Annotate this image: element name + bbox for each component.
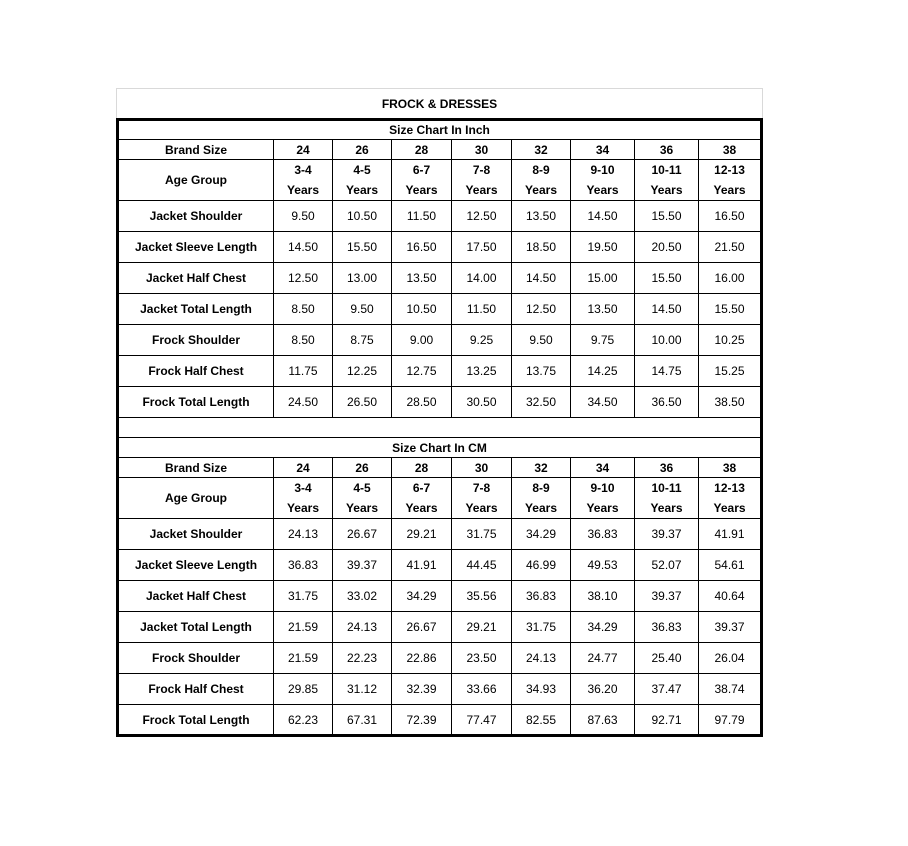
measurement-value: 28.50 — [392, 387, 452, 418]
table-row — [118, 674, 762, 705]
measurement-value: 54.61 — [699, 550, 762, 581]
age-unit: Years — [405, 501, 438, 515]
measurement-value: 31.12 — [333, 674, 392, 705]
age-group-cell — [392, 478, 452, 519]
measurement-label: Frock Total Length — [118, 705, 274, 736]
measurement-label: Frock Total Length — [118, 387, 274, 418]
measurement-value: 14.50 — [571, 201, 635, 232]
measurement-value: 26.67 — [392, 612, 452, 643]
measurement-value: 32.50 — [512, 387, 571, 418]
measurement-value: 9.75 — [571, 325, 635, 356]
table-row — [118, 612, 762, 643]
measurement-value: 13.50 — [392, 263, 452, 294]
measurement-value: 12.75 — [392, 356, 452, 387]
measurement-value: 36.20 — [571, 674, 635, 705]
table-row — [118, 325, 762, 356]
measurement-value: 38.50 — [699, 387, 762, 418]
measurement-value: 33.02 — [333, 581, 392, 612]
brand-size-cell: 24 — [274, 458, 333, 478]
age-range: 9-10 — [590, 481, 615, 495]
measurement-value: 39.37 — [635, 581, 699, 612]
age-unit: Years — [345, 501, 379, 515]
age-group-row — [118, 478, 762, 519]
measurement-value: 34.29 — [571, 612, 635, 643]
measurement-value: 15.50 — [699, 294, 762, 325]
age-group-label: Age Group — [118, 160, 274, 201]
age-range: 10-11 — [651, 481, 682, 495]
measurement-value: 13.50 — [512, 201, 571, 232]
brand-size-cell: 38 — [699, 140, 762, 160]
measurement-value: 34.93 — [512, 674, 571, 705]
age-unit: Years — [650, 183, 683, 197]
age-group-cell — [392, 160, 452, 201]
measurement-value: 12.50 — [274, 263, 333, 294]
age-unit: Years — [465, 501, 498, 515]
measurement-value: 10.00 — [635, 325, 699, 356]
measurement-value: 36.83 — [512, 581, 571, 612]
age-range: 12-13 — [714, 163, 745, 177]
age-unit: Years — [345, 183, 379, 197]
measurement-value: 32.39 — [392, 674, 452, 705]
sheet-title: FROCK & DRESSES — [116, 88, 763, 118]
measurement-value: 12.50 — [452, 201, 512, 232]
measurement-value: 23.50 — [452, 643, 512, 674]
age-group-cell — [699, 478, 762, 519]
age-group-cell — [452, 160, 512, 201]
measurement-value: 14.50 — [512, 263, 571, 294]
measurement-value: 49.53 — [571, 550, 635, 581]
measurement-value: 39.37 — [699, 612, 762, 643]
measurement-value: 29.21 — [392, 519, 452, 550]
brand-size-cell: 36 — [635, 458, 699, 478]
section-heading-row — [118, 120, 762, 140]
brand-size-row — [118, 458, 762, 478]
brand-size-cell: 34 — [571, 140, 635, 160]
measurement-value: 41.91 — [699, 519, 762, 550]
age-range: 6-7 — [412, 163, 431, 177]
table-row — [118, 232, 762, 263]
measurement-value: 33.66 — [452, 674, 512, 705]
measurement-value: 14.50 — [635, 294, 699, 325]
measurement-value: 9.50 — [512, 325, 571, 356]
measurement-value: 11.75 — [274, 356, 333, 387]
age-range: 10-11 — [651, 163, 682, 177]
age-group-cell — [512, 478, 571, 519]
measurement-value: 97.79 — [699, 705, 762, 736]
measurement-value: 14.50 — [274, 232, 333, 263]
age-range: 4-5 — [353, 481, 371, 495]
measurement-value: 14.00 — [452, 263, 512, 294]
measurement-value: 8.50 — [274, 325, 333, 356]
measurement-value: 38.10 — [571, 581, 635, 612]
section-heading-row — [118, 438, 762, 458]
size-chart-sheet — [116, 88, 763, 737]
age-unit: Years — [713, 183, 746, 197]
measurement-value: 30.50 — [452, 387, 512, 418]
measurement-value: 15.50 — [635, 201, 699, 232]
age-range: 8-9 — [532, 481, 550, 495]
measurement-label: Jacket Shoulder — [118, 201, 274, 232]
measurement-value: 41.91 — [392, 550, 452, 581]
measurement-label: Jacket Total Length — [118, 294, 274, 325]
measurement-value: 16.00 — [699, 263, 762, 294]
measurement-value: 24.13 — [333, 612, 392, 643]
brand-size-cell: 26 — [333, 140, 392, 160]
measurement-value: 21.59 — [274, 643, 333, 674]
age-unit: Years — [586, 501, 619, 515]
brand-size-cell: 28 — [392, 140, 452, 160]
measurement-value: 11.50 — [452, 294, 512, 325]
measurement-value: 22.86 — [392, 643, 452, 674]
measurement-value: 82.55 — [512, 705, 571, 736]
measurement-label: Jacket Half Chest — [118, 581, 274, 612]
age-group-cell — [571, 160, 635, 201]
measurement-value: 10.25 — [699, 325, 762, 356]
measurement-value: 10.50 — [392, 294, 452, 325]
measurement-value: 16.50 — [699, 201, 762, 232]
measurement-value: 62.23 — [274, 705, 333, 736]
measurement-value: 14.25 — [571, 356, 635, 387]
measurement-value: 10.50 — [333, 201, 392, 232]
age-group-cell — [452, 478, 512, 519]
table-row — [118, 581, 762, 612]
measurement-value: 13.50 — [571, 294, 635, 325]
measurement-value: 52.07 — [635, 550, 699, 581]
brand-size-cell: 32 — [512, 140, 571, 160]
size-chart-table — [116, 118, 763, 737]
age-unit: Years — [650, 501, 683, 515]
measurement-value: 34.29 — [392, 581, 452, 612]
brand-size-cell: 30 — [452, 458, 512, 478]
measurement-value: 8.75 — [333, 325, 392, 356]
brand-size-label: Brand Size — [118, 140, 274, 160]
measurement-value: 46.99 — [512, 550, 571, 581]
measurement-value: 31.75 — [512, 612, 571, 643]
measurement-value: 34.50 — [571, 387, 635, 418]
measurement-value: 8.50 — [274, 294, 333, 325]
brand-size-cell: 32 — [512, 458, 571, 478]
measurement-value: 31.75 — [274, 581, 333, 612]
age-range: 4-5 — [353, 163, 371, 177]
age-group-cell — [333, 160, 392, 201]
measurement-value: 13.25 — [452, 356, 512, 387]
age-group-cell — [635, 478, 699, 519]
measurement-value: 13.00 — [333, 263, 392, 294]
measurement-value: 17.50 — [452, 232, 512, 263]
measurement-value: 39.37 — [635, 519, 699, 550]
measurement-value: 9.00 — [392, 325, 452, 356]
age-group-cell — [571, 478, 635, 519]
measurement-value: 72.39 — [392, 705, 452, 736]
measurement-value: 29.21 — [452, 612, 512, 643]
measurement-value: 67.31 — [333, 705, 392, 736]
measurement-value: 15.00 — [571, 263, 635, 294]
table-row — [118, 550, 762, 581]
measurement-value: 87.63 — [571, 705, 635, 736]
measurement-value: 34.29 — [512, 519, 571, 550]
age-group-row — [118, 160, 762, 201]
measurement-value: 77.47 — [452, 705, 512, 736]
age-group-label: Age Group — [118, 478, 274, 519]
measurement-value: 15.50 — [333, 232, 392, 263]
measurement-value: 12.25 — [333, 356, 392, 387]
measurement-value: 15.50 — [635, 263, 699, 294]
age-range: 7-8 — [472, 163, 491, 177]
brand-size-cell: 30 — [452, 140, 512, 160]
measurement-value: 44.45 — [452, 550, 512, 581]
brand-size-cell: 28 — [392, 458, 452, 478]
measurement-value: 40.64 — [699, 581, 762, 612]
age-range: 12-13 — [714, 481, 745, 495]
measurement-label: Jacket Half Chest — [118, 263, 274, 294]
measurement-value: 92.71 — [635, 705, 699, 736]
table-row — [118, 387, 762, 418]
measurement-value: 22.23 — [333, 643, 392, 674]
age-unit: Years — [465, 183, 498, 197]
brand-size-cell: 24 — [274, 140, 333, 160]
age-unit: Years — [713, 501, 746, 515]
brand-size-cell: 38 — [699, 458, 762, 478]
table-row — [118, 356, 762, 387]
age-range: 3-4 — [294, 163, 312, 177]
age-unit: Years — [524, 501, 558, 515]
age-group-cell — [274, 160, 333, 201]
measurement-value: 15.25 — [699, 356, 762, 387]
measurement-value: 26.67 — [333, 519, 392, 550]
measurement-value: 18.50 — [512, 232, 571, 263]
measurement-value: 35.56 — [452, 581, 512, 612]
section-heading: Size Chart In CM — [118, 438, 762, 458]
measurement-value: 25.40 — [635, 643, 699, 674]
table-row — [118, 643, 762, 674]
measurement-value: 37.47 — [635, 674, 699, 705]
measurement-value: 21.50 — [699, 232, 762, 263]
age-group-cell — [699, 160, 762, 201]
measurement-value: 24.13 — [512, 643, 571, 674]
measurement-value: 29.85 — [274, 674, 333, 705]
measurement-label: Frock Half Chest — [118, 674, 274, 705]
measurement-label: Frock Shoulder — [118, 643, 274, 674]
age-unit: Years — [286, 501, 320, 515]
measurement-value: 26.50 — [333, 387, 392, 418]
measurement-value: 20.50 — [635, 232, 699, 263]
measurement-value: 24.50 — [274, 387, 333, 418]
measurement-label: Jacket Total Length — [118, 612, 274, 643]
age-range: 8-9 — [532, 163, 550, 177]
measurement-value: 36.50 — [635, 387, 699, 418]
age-group-cell — [274, 478, 333, 519]
measurement-label: Frock Half Chest — [118, 356, 274, 387]
brand-size-cell: 26 — [333, 458, 392, 478]
age-unit: Years — [524, 183, 558, 197]
table-row — [118, 201, 762, 232]
measurement-value: 19.50 — [571, 232, 635, 263]
measurement-value: 36.83 — [571, 519, 635, 550]
measurement-value: 21.59 — [274, 612, 333, 643]
table-row — [118, 519, 762, 550]
table-row — [118, 263, 762, 294]
measurement-label: Frock Shoulder — [118, 325, 274, 356]
measurement-value: 13.75 — [512, 356, 571, 387]
spacer-cell — [118, 418, 762, 438]
measurement-value: 36.83 — [635, 612, 699, 643]
age-unit: Years — [286, 183, 320, 197]
brand-size-label: Brand Size — [118, 458, 274, 478]
measurement-value: 14.75 — [635, 356, 699, 387]
measurement-value: 9.50 — [333, 294, 392, 325]
age-range: 7-8 — [472, 481, 491, 495]
measurement-value: 12.50 — [512, 294, 571, 325]
age-range: 6-7 — [412, 481, 431, 495]
measurement-label: Jacket Shoulder — [118, 519, 274, 550]
measurement-value: 24.77 — [571, 643, 635, 674]
age-unit: Years — [405, 183, 438, 197]
measurement-value: 39.37 — [333, 550, 392, 581]
measurement-value: 26.04 — [699, 643, 762, 674]
measurement-value: 24.13 — [274, 519, 333, 550]
table-row — [118, 705, 762, 736]
measurement-value: 38.74 — [699, 674, 762, 705]
measurement-value: 11.50 — [392, 201, 452, 232]
measurement-value: 9.25 — [452, 325, 512, 356]
measurement-label: Jacket Sleeve Length — [118, 550, 274, 581]
brand-size-row — [118, 140, 762, 160]
age-unit: Years — [586, 183, 619, 197]
measurement-value: 36.83 — [274, 550, 333, 581]
section-heading: Size Chart In Inch — [118, 120, 762, 140]
age-group-cell — [512, 160, 571, 201]
measurement-value: 16.50 — [392, 232, 452, 263]
age-range: 3-4 — [294, 481, 312, 495]
age-group-cell — [635, 160, 699, 201]
measurement-label: Jacket Sleeve Length — [118, 232, 274, 263]
table-row — [118, 294, 762, 325]
age-range: 9-10 — [590, 163, 615, 177]
measurement-value: 9.50 — [274, 201, 333, 232]
spacer-row — [118, 418, 762, 438]
brand-size-cell: 34 — [571, 458, 635, 478]
brand-size-cell: 36 — [635, 140, 699, 160]
age-group-cell — [333, 478, 392, 519]
measurement-value: 31.75 — [452, 519, 512, 550]
